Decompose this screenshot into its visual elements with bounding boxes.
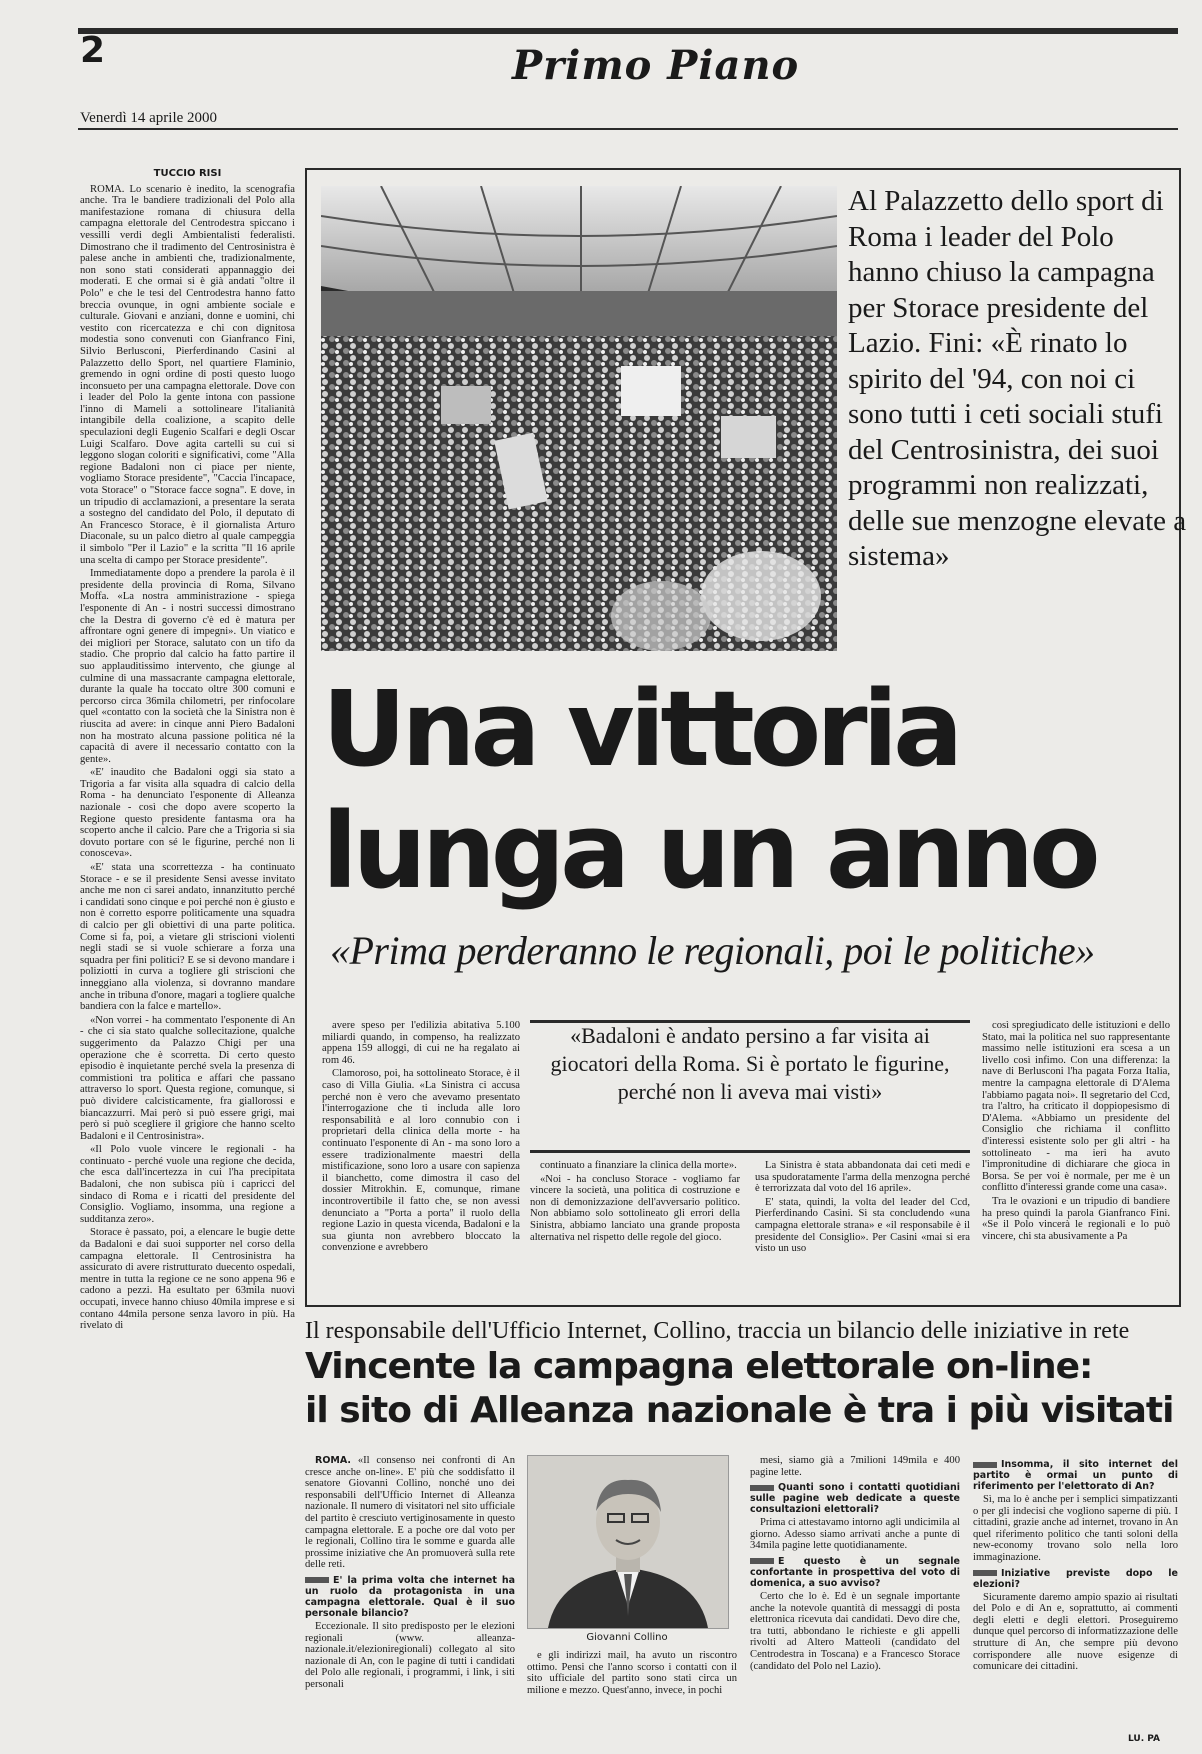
portrait-caption: Giovanni Collino xyxy=(586,1632,668,1643)
portrait-drawing xyxy=(528,1456,728,1628)
pullquote-rule xyxy=(530,1150,970,1153)
issue-date: Venerdì 14 aprile 2000 xyxy=(80,110,218,126)
intro-text: «Il consenso nei confronti di An cresce anche on-line». E' più che soddisfatto il senatore Giovanni Collino, nonché uno dei responsabili dell'Ufficio Internet di Alleanza nazionale. Il numero di visitatori nel sito ufficiale del partito è cresciuto vertiginosamente in questo campagna elettorale. E a poche ore dal voto per le regionali, Collino tira le somme e guarda alle prossime iniziative che An promuoverà sulla rete delle reti. xyxy=(305,1455,515,1571)
article-paragraph: Immediatamente dopo a prendere la parola è il presidente della provincia di Roma, Silvano Moffa. «La nostra amministrazione - spiega l'esponente di An - i nostri successi dimostrano che la Destra di governo c'è ed è matura per affrontare ogni genere di impegni». Un viatico e dei migliori per Storace, salutato con un tifo da stadio. Che proprio dal calcio ha fatto partire il suo applauditissimo intervento, che giunge al culmine di una massacrante campagna elettorale, durante la quale ha toccato oltre 300 comuni e percorso circa 36mila chilometri, per rinfocolare quel «contatto con la società che la Sinistra non è riuscita ad avere: in cinque anni Piero Badaloni non ha mostrato alcuna passione politica né la capacità di avere il necessario contatto con la gente». xyxy=(80,568,295,765)
second-column-2 xyxy=(527,1650,737,1745)
portrait-photo xyxy=(527,1455,729,1629)
article-paragraph: Clamoroso, poi, ha sottolineato Storace, è il caso di Villa Giulia. «La Sinistra ci accusa perché non è vero che avevamo presentato l'interrogazione che ti includa alle loro responsabilità e al loro connubio con i proprietari della clinica della morte - ha continuato l'esponente di An - ma sono loro a essere tradizionalmente maestri della mistificazione, sono loro a usare con sapienza il bianchetto, come dimostra il caso del dossier Mitrokhin. E, comunque, rimane incontrovertibile il fatto che, se non avessi denunciato a "Porta a porta" il ruolo della regione Lazio in questa vicenda, Badaloni e la sua giunta non avrebbero bloccato la convenzione e avrebbero xyxy=(322,1068,520,1254)
headline-line: Vincente la campagna elettorale on-line: xyxy=(305,1346,1093,1387)
main-column-4 xyxy=(755,1160,970,1296)
interview-answer: Eccezionale. Il sito predisposto per le elezioni regionali (www. alleanza-nazionale.it/elezioniregionali) collegato al sito nazionale di An, con le pagine di tutti i candidati del Polo alle regionali, i programmi, i link, i siti personali xyxy=(305,1620,515,1690)
left-article-column xyxy=(80,168,295,1743)
second-column-4 xyxy=(973,1455,1178,1733)
article-paragraph: ROMA. Lo scenario è inedito, la scenografia anche. Tra le bandiere tradizionali del Polo alla manifestazione romana di chiusura della campagna elettorale del Centrodestra spiccano i vessilli verdi degli Ambientalisti federalisti. Dimostrano che il tradimento del Centrosinistra è palese anche in ambienti che, tradizionalmente, non sono stati considerati appannaggio dei moderati. E che ormai si è già andati "oltre il Polo" e che le tesi del Centrodestra hanno fatto breccia ovunque, in ogni ambiente sociale e culturale. Giovani e anziani, donne e uomini, chi vestito con ricercatezza e chi con dignitosa modestia sono convenuti con Gianfranco Fini, Silvio Berlusconi, Pierferdinando Casini al Palazzetto dello Sport, nel quartiere Flaminio, gremendo in ogni ordine di posti questo luogo inconsueto per una campagna elettorale. Dove con i leader del Polo la gente intona con passione l'inno di Mameli a sottolineare l'italianità intangibile della coalizione, a scapito delle speculazioni degli Eugenio Scalfari e degli Oscar Luigi Scalfaro. Dove agita cartelli su cui si leggono slogan coloriti e significativi, come "Alla regione Badaloni non ci piace per niente, vogliamo Storace presidente", "Caccia l'incapace, vota Storace" o "Storace facce sogna". E dove, in un tripudio di acclamazioni, a presentare la serata a sostegno del candidato del Polo, il deputato di An Francesco Storace, è il giornalista Arturo Diaconale, su un palco dietro al quale campeggia il simbolo "Per il Lazio" e la scritta "Il 16 aprile una scelta di campo per Storace presidente". xyxy=(80,183,295,566)
article-paragraph: «Noi - ha concluso Storace - vogliamo far vincere la società, una politica di costruzione e non di demonizzazione dell'avversario politico. Non abbiamo solo sottolineato gli errori della Sinistra, abbiamo lanciato una grande proposta alternativa nel rispetto delle regole del gioco. xyxy=(530,1173,740,1243)
second-column-1 xyxy=(305,1455,515,1745)
interview-answer: Certo che lo è. Ed è un segnale importante anche la notevole quantità di messaggi di posta elettronica ricevuta dai candidati. Devo dire che, tra tutti, abbondano le richieste e gli appelli rivolti ad Altero Matteoli (candidato del Centrodestra in Toscana) e a Francesco Storace (candidato del Polo nel Lazio). xyxy=(750,1590,960,1672)
headline-line: il sito di Alleanza nazionale è tra i più visitati xyxy=(305,1390,1174,1431)
article-paragraph: mesi, siamo già a 7milioni 149mila e 400 pagine lette. xyxy=(750,1455,960,1478)
dateline: ROMA. xyxy=(315,1455,351,1466)
second-article-kicker: Il responsabile dell'Ufficio Internet, Collino, traccia un bilancio delle iniziative in rete xyxy=(305,1318,1130,1344)
main-headline xyxy=(322,668,1182,912)
article-paragraph: «Il Polo vuole vincere le regionali - ha continuato - perché vuole una regione che decida, che esca dall'incertezza in cui l'ha precipitata Badaloni, che non subisca più i capricci del sindaco di Roma e i ricatti del presidente del Consiglio. Vogliamo, insomma, una regione a sudditanza zero». xyxy=(80,1144,295,1225)
article-paragraph: così spregiudicato delle istituzioni e dello Stato, mai la politica nel suo rappresentante massimo nelle istituzioni era scesa a un livello così infimo. Con una differenza: la nave di Berlusconi l'ha pagata Forza Italia, mentre la campagna elettorale di D'Alema l'abbiamo pagata noi». Il segretario del Ccd, tra l'altro, ha criticato il doppiopesismo di D'Alema. «Abbiamo un presidente del Consiglio che richiama il conflitto d'interessi esistente solo per gli altri - ha sottolineato - ma ieri ha avuto l'impronitudine di dichiarare che gioca in Borsa. Se per voi è normale, per me è un conflitto d'interessi grande come una casa». xyxy=(982,1020,1170,1194)
article-paragraph: continuato a finanziare la clinica della morte». xyxy=(540,1160,737,1171)
headline-line: lunga un anno xyxy=(322,790,1096,912)
article-paragraph: «E' stata una scorrettezza - ha continuato Storace - e se il presidente Sensi avesse invitato anche me non ci sarei andato, innanzitutto perché i candidati sono cinque e poi perché non è giusto e non è corretto esporre politicamente una squadra di calcio per gli obiettivi di una parte politica. Come si fa, poi, a vietare gli striscioni violenti negli stadi se si vuole schierare a forza una squadra per fini politici? E se si devono mandare i poliziotti in curva a togliere gli striscioni che inneggiano alla violenza, si dovranno mandare anche in tribuna d'onore, magari a togliere qualche bandiera con la falce e martello». xyxy=(80,862,295,1013)
pullquote: «Badaloni è andato persino a far visita ai giocatori della Roma. Si è portato le figurine, perché non li aveva mai visti» xyxy=(550,1023,950,1104)
byline: TUCCIO RISI xyxy=(153,168,222,179)
article-paragraph: La Sinistra è stata abbandonata dai ceti medi e usa spudoratamente l'arma della menzogna perché è terrorizzata dal voto del 16 aprile». xyxy=(755,1160,970,1195)
main-column-5 xyxy=(982,1020,1170,1296)
crowd-photo xyxy=(321,186,837,651)
top-rule xyxy=(78,28,1178,34)
interview-answer: Sicuramente daremo ampio spazio ai risultati del Polo e di An e, soprattutto, ai commenti degli eletti e degli elettori. Proseguiremo dunque quel percorso di informatizzazione delle strutture di An, che sempre più devono corrispondere alle nuove esigenze di comunicare dei cittadini. xyxy=(973,1591,1178,1673)
photo-caption: Al Palazzetto dello sport di Roma i leader del Polo hanno chiuso la campagna per Storace presidente del Lazio. Fini: «È rinato lo spirito del '94, con noi ci sono tutti i ceti sociali stufi del Centrosinistra, dei suoi programmi non realizzati, delle sue menzogne elevate a sistema» xyxy=(848,185,1187,572)
article-paragraph: avere speso per l'edilizia abitativa 5.100 miliardi quando, in compenso, ha realizzato appena 159 alloggi, di cui ne ha regalato ai rom 46. xyxy=(322,1020,520,1066)
article-paragraph xyxy=(305,1455,515,1571)
masthead-rule xyxy=(78,128,1178,130)
interview-question: Insomma, il sito internet del partito è ormai un punto di riferimento per l'elettorato di An? xyxy=(973,1459,1178,1492)
crowd-photo-drawing xyxy=(321,186,837,651)
interview-answer: Sì, ma lo è anche per i semplici simpatizzanti o per gli indecisi che vogliono saperne di più. I cittadini, grazie anche ad internet, trovano in An quel riferimento politico che tanti soloni della new-economy trovano solo nella loro immaginazione. xyxy=(973,1494,1178,1563)
author-signature: LU. PA xyxy=(1128,1734,1161,1744)
second-column-3 xyxy=(750,1455,960,1745)
article-paragraph: Tra le ovazioni e un tripudio di bandiere ha preso quindi la parola Gianfranco Fini. «Se il Polo vincerà le regionali e lo può vincere, chi sta abusivamente a Pa xyxy=(982,1195,1170,1242)
page-number: 2 xyxy=(80,30,106,71)
section-title: Primo Piano xyxy=(512,42,800,89)
headline-line: Una vittoria xyxy=(322,668,959,790)
article-paragraph: E' stata, quindi, la volta del leader del Ccd, Pierferdinando Casini. Si sta concludendo «una campagna elettorale strana» e «il responsabile è il presidente del Consiglio». Per Casini «mai si era visto un uso xyxy=(755,1196,970,1255)
article-paragraph: «Non vorrei - ha commentato l'esponente di An - che ci sia stato qualche sollecitazione, qualche suggerimento da Palazzo Chigi per una operazione che è scorretta. Di certo questo episodio è inquietante perché svela la presenza di commistioni tra politica e affari che passano attraverso lo sport. Questa regione, comunque, si può dividere calcisticamente, fra giallorossi e biancazzurri. Mai però si può essere grigi, mai però si può scegliere il grigiore che hanno scelto Badaloni e il Centrosinistra». xyxy=(80,1014,295,1142)
article-paragraph: Storace è passato, poi, a elencare le bugie dette da Badaloni e dai suoi supporter nel corso della campagna elettorale. Il Centrosinistra ha assicurato di avere ristrutturato duecento ospedali, mentre in tutta la regione ce ne sono appena 96 e cadono a pezzi. Ha esultato per 63mila nuovi occupati, invece hanno chiuso 40mila imprese e si contano 44mila persone senza lavoro in più. Ha rivelato di xyxy=(80,1227,295,1332)
main-column-3 xyxy=(530,1160,740,1296)
interview-answer: Prima ci attestavamo intorno agli undicimila al giorno. Adesso siamo arrivati anche a punte di 34mila pagine lette quotidianamente. xyxy=(750,1517,960,1552)
second-article-headline xyxy=(305,1345,1185,1433)
article-paragraph: e gli indirizzi mail, ha avuto un riscontro ottimo. Pensi che l'anno scorso i contatti con il sito ufficiale del partito sono stati circa un milione e mezzo. Quest'anno, invece, in pochi xyxy=(527,1650,737,1696)
main-subhead: «Prima perderanno le regionali, poi le politiche» xyxy=(330,928,1095,973)
interview-question: Iniziative previste dopo le elezioni? xyxy=(973,1567,1178,1590)
interview-question: E questo è un segnale confortante in prospettiva del voto di domenica, a suo avviso? xyxy=(750,1555,960,1589)
interview-question: E' la prima volta che internet ha un ruolo da protagonista in una campagna elettorale. Qual è il suo personale bilancio? xyxy=(305,1574,515,1619)
interview-question: Quanti sono i contatti quotidiani sulle pagine web dedicate a queste consultazioni elettorali? xyxy=(750,1482,960,1516)
article-paragraph: «E' inaudito che Badaloni oggi sia stato a Trigoria a far visita alla squadra di calcio della Roma - ha denunciato l'esponente di Alleanza nazionale - così che dopo avere scoperto la Regione questo presidente fantasma ora ha scoperto anche il calcio. Pare che a Trigoria si sia dovuto portare con sé le figurine, perché non li conosceva». xyxy=(80,767,295,860)
main-column-2 xyxy=(322,1020,520,1296)
